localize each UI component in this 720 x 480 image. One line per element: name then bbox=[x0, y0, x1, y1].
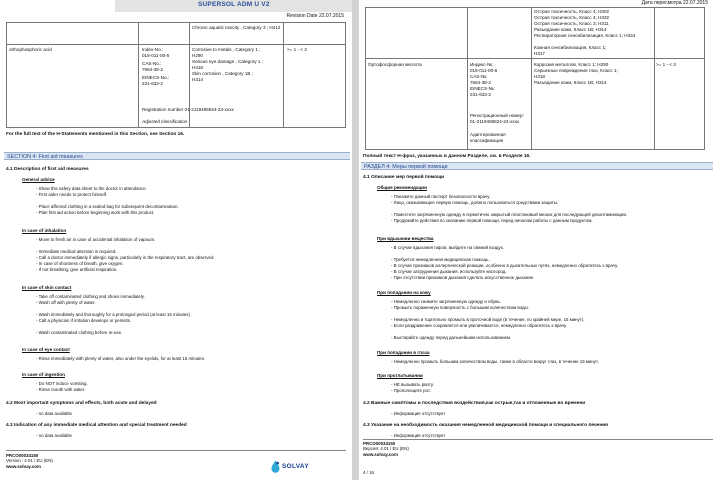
footer bbox=[363, 441, 409, 457]
classification: H318 bbox=[192, 65, 203, 70]
right-page bbox=[359, 0, 720, 480]
list-item: - Информация отсутствует bbox=[391, 433, 446, 438]
section-4-title: SECTION 4: First aid measures bbox=[7, 153, 83, 160]
footer bbox=[6, 453, 53, 469]
list-item: - Take off contaminated clothing and shoes immediately. bbox=[36, 294, 145, 299]
cas-no-label: CAS-No.: bbox=[142, 61, 162, 66]
list-item: - If not breathing, give artificial respiration. bbox=[36, 267, 118, 272]
list-item: - Wash off with plenty of water. bbox=[36, 300, 96, 305]
table-cell: Острая токсичность, Класс 4; H302 bbox=[534, 9, 610, 14]
index-no: 015-011-00-6 bbox=[142, 53, 170, 58]
page-number: 4 / 16 bbox=[363, 470, 374, 475]
list-item: - Wash immediately and thoroughly for a prolonged period (at least 15 minutes). bbox=[36, 312, 192, 317]
classification: Corrosive to metals , Category 1 ; bbox=[192, 47, 261, 52]
list-item: - Call a physician if irritation develops or persists. bbox=[36, 318, 132, 323]
table-cell: Острая токсичность, Класс 4; H332 bbox=[534, 15, 610, 20]
list-item: - Требуется немедленная медицинская помощь. bbox=[391, 257, 490, 262]
list-item: - Show this safety data sheet to the doctor in attendance. bbox=[36, 186, 147, 191]
index-no: 015-011-00-6 bbox=[470, 68, 498, 73]
inhalation-heading: При вдыхании вещества bbox=[377, 236, 434, 241]
list-item: - При отсутствии признаков дыхания сделать искусственное дыхание. bbox=[391, 275, 535, 280]
table-cell: Кожная сенсибилизация, Класс 1; bbox=[534, 45, 607, 50]
skin-contact-heading: In case of skin contact bbox=[22, 285, 72, 290]
list-item: - In case of shortness of breath, give oxygen. bbox=[36, 261, 124, 266]
list-item: - В случае признаков аллергической реакции, особенно в дыхательных путях, немедленно обратитесь к врачу. bbox=[391, 263, 619, 268]
skin-contact-heading: При попадании на кожу bbox=[377, 290, 431, 295]
substance-name: orthophosphoric acid bbox=[9, 47, 52, 52]
table-cell: Острая токсичность, Класс 3; H311 bbox=[534, 21, 609, 26]
list-item: - no data available bbox=[36, 411, 72, 416]
concentration: >= 1 - < 3 bbox=[656, 62, 676, 67]
section-4-title: РАЗДЕЛ 4: Меры первой помощи bbox=[364, 163, 448, 170]
list-item: - Немедленно промыть большим количеством воды, также в области вокруг глаз, в течение 15 минут. bbox=[391, 359, 599, 364]
list-item: - Выстирайте одежду перед дальнейшим использованием. bbox=[391, 335, 512, 340]
footer-site: www.solvay.com bbox=[6, 463, 41, 469]
solvay-logo-icon bbox=[270, 460, 281, 474]
table-cell: Chronic aquatic toxicity , Category 3 ; H412 bbox=[192, 25, 281, 30]
list-item: - no data available bbox=[36, 433, 72, 438]
solvay-logo bbox=[270, 460, 309, 474]
einecs-no: 231-633-2 bbox=[470, 92, 491, 97]
list-item: - Rinse mouth with water. bbox=[36, 387, 86, 392]
ingestion-heading: In case of ingestion bbox=[22, 372, 65, 377]
list-item: - Wash contaminated clothing before re-use. bbox=[36, 330, 123, 335]
general-advice-heading: General advice bbox=[22, 177, 55, 182]
registration-number: Registration number 01-2119485824-24-xxxx bbox=[142, 107, 234, 112]
subsection-4-1: 4.1 Описание мер первой помощи bbox=[363, 175, 445, 180]
subsection-4-2: 4.2 Most important symptoms and effects, both acute and delayed bbox=[6, 401, 157, 406]
section-4-bar bbox=[4, 152, 350, 160]
eye-contact-heading: In case of eye contact bbox=[22, 347, 70, 352]
list-item: - First aider needs to protect himself. bbox=[36, 192, 108, 197]
footer-version: Version : 4.01 / EU (EN) bbox=[6, 458, 53, 464]
classification: Серьезные повреждения глаз, Класс 1; bbox=[534, 68, 618, 73]
registration-number: Регистрационный номер: 01-2119485824-24-xxxx bbox=[470, 113, 524, 124]
revision-date: Revision Date 22.07.2015 bbox=[286, 13, 344, 19]
classification: Serious eye damage , Category 1 ; bbox=[192, 59, 263, 64]
composition-table bbox=[6, 22, 346, 128]
subsection-4-2: 4.2 Важные симптомы и последствия воздействия,как острые,так и отложенные во времени bbox=[363, 401, 586, 406]
einecs-no-label: EINECS-№: bbox=[470, 86, 495, 91]
composition-table bbox=[365, 7, 705, 150]
cas-no-label: CAS-№: bbox=[470, 74, 488, 79]
einecs-no-label: EINECS-No.: bbox=[142, 75, 170, 80]
cas-no: 7664-38-2 bbox=[470, 80, 491, 85]
footer-code: PRCO00034150 bbox=[6, 453, 39, 458]
classification: H314 bbox=[192, 77, 203, 82]
table-cell: Разъедание кожи, Класс 1B; H314 bbox=[534, 27, 607, 32]
subsection-4-3: 4.3 Indication of any immediate medical attention and special treatment needed bbox=[6, 423, 187, 428]
list-item: - Немедленно снимите загрязненную одежду и обувь. bbox=[391, 299, 501, 304]
list-item: - Информация отсутствует bbox=[391, 411, 446, 416]
list-item: - НЕ вызывать рвоту. bbox=[391, 382, 434, 387]
subsection-4-3: 4.3 Указание на необходимость оказания немедленной медицинской помощи и специального лечения bbox=[363, 423, 608, 428]
list-item: - Поместите загрязненную одежду в герметично закрытый пластиковый мешок для последующей деконтаминации. bbox=[391, 212, 628, 217]
table-cell: H317 bbox=[534, 51, 545, 56]
list-item: - Place affected clothing in a sealed bag for subsequent decontamination. bbox=[36, 204, 179, 209]
inhalation-heading: In case of inhalation bbox=[22, 228, 67, 233]
adjusted-classification: Адаптированная классификация bbox=[470, 132, 506, 143]
general-advice-heading: Общие рекомендации bbox=[377, 185, 427, 190]
footer-rule bbox=[363, 439, 713, 440]
ingestion-heading: При проглатывании bbox=[377, 373, 423, 378]
footer-site: www.solvay.com bbox=[363, 451, 398, 457]
list-item: - Промыть пораженную поверхность с большим количеством воды. bbox=[391, 305, 529, 310]
list-item: - Немедленно и тщательно промыть в проточной воде (в течение, по крайней мере, 15 минут). bbox=[391, 317, 585, 322]
list-item: - Продумайте действия по оказанию первой помощи, перед началом работы с данным продуктом. bbox=[391, 218, 593, 223]
classification: Разъедание кожи, Класс 1B; H314 bbox=[534, 80, 607, 85]
list-item: - Лицо, оказывающее первую помощь, должно пользоваться средствами защиты. bbox=[391, 200, 559, 205]
h-statement-note: For the full text of the H-Statements mentioned in this Section, see Section 16. bbox=[6, 132, 185, 137]
list-item: - Прополощите рот. bbox=[391, 388, 431, 393]
classification: Skin corrosion , Category 1B ; bbox=[192, 71, 254, 76]
classification: Коррозия металлов, Класс 1; H290 bbox=[534, 62, 609, 67]
list-item: - Move to fresh air in case of accidental inhalation of vapours. bbox=[36, 237, 156, 242]
substance-name: Ортофосфорная кислота bbox=[368, 62, 422, 67]
list-item: - Покажите данный паспорт безопасности врачу. bbox=[391, 194, 491, 199]
index-no-label: Индекс-№: bbox=[470, 62, 494, 67]
list-item: - Call a doctor immediately if allergic signs, particularly in the respiratory tract, are observed. bbox=[36, 255, 215, 260]
section-4-bar bbox=[361, 162, 713, 170]
logo-wordmark: SOLVAY bbox=[282, 463, 309, 470]
list-item: - В случае вдыхания паров, выйдите на свежий воздух. bbox=[391, 245, 505, 250]
h-statement-note: Полный текст H-фраз, указанных в данном Разделе, см. в Разделе 16. bbox=[363, 154, 531, 159]
left-page bbox=[0, 0, 352, 480]
index-no-label: Index-No.: bbox=[142, 47, 164, 52]
classification: H318 bbox=[534, 74, 545, 79]
revision-date: Дата пересмотра 22.07.2015 bbox=[641, 0, 708, 6]
list-item: - Plan first aid action before beginning work with this product. bbox=[36, 210, 155, 215]
list-item: - В случае затруднения дыхания, используйте кислород. bbox=[391, 269, 507, 274]
cas-no: 7664-38-2 bbox=[142, 67, 163, 72]
concentration: >= 1 - < 3 bbox=[287, 47, 307, 52]
eye-contact-heading: При попадании в глаза bbox=[377, 350, 430, 355]
list-item: - Rinse immediately with plenty of water, also under the eyelids, for at least 15 minutes. bbox=[36, 356, 206, 361]
classification: H290 bbox=[192, 53, 203, 58]
footer-code: PRCO00034150 bbox=[363, 441, 396, 446]
subsection-4-1: 4.1 Description of first aid measures bbox=[6, 167, 89, 172]
list-item: - Immediate medical attention is required. bbox=[36, 249, 117, 254]
adjusted-classification: Adjusted classification bbox=[142, 119, 188, 124]
footer-rule bbox=[6, 450, 346, 451]
list-item: - Do NOT induce vomiting. bbox=[36, 381, 88, 386]
table-cell: Респираторная сенсибилизация, Класс 1; H334 bbox=[534, 33, 636, 38]
einecs-no: 231-633-2 bbox=[142, 81, 163, 86]
page-gutter bbox=[352, 0, 359, 480]
product-title: SUPERSOL ADM U V2 bbox=[198, 1, 270, 8]
footer-version: Версия: 4.01 / EU (EN) bbox=[363, 446, 409, 452]
list-item: - Если раздражение сохраняется или увеличивается, немедленно обратитесь к врачу. bbox=[391, 323, 568, 328]
